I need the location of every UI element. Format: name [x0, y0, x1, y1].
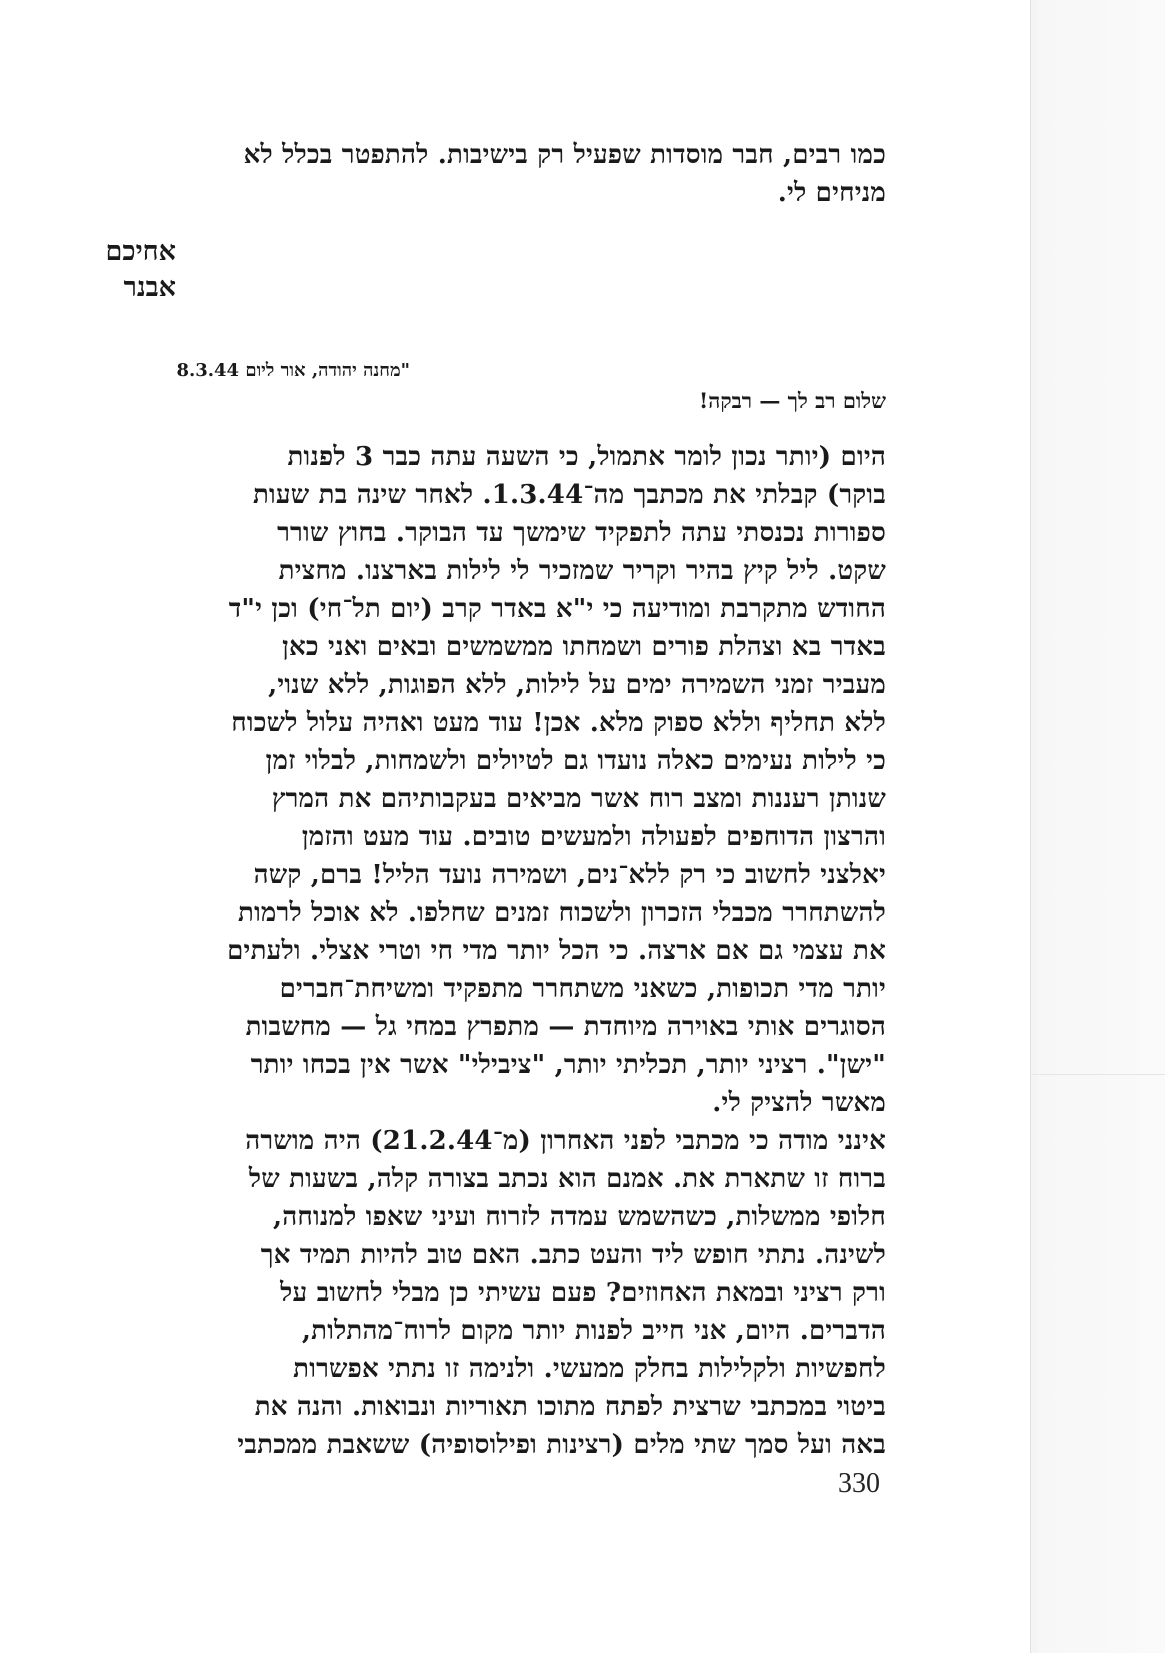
text-line: שנותן רעננות ומצב רוח אשר מביאים בעקבותיהם את המרץ [271, 784, 886, 814]
letter-greeting: שלום רב לך — רבקה! [699, 388, 886, 413]
paragraph-2 [118, 1122, 886, 1464]
signoff-closing: אחיכם [105, 236, 176, 267]
text-line: ורק רציני ובמאת האחוזים? פעם עשיתי כן מבלי לחשוב על [280, 1278, 886, 1308]
text-line: בוקר) קבלתי את מכתבך מה־1.3.44. לאחר שינה בת שעות [252, 480, 886, 510]
text-line: באדר בא וצהלת פורים ושמחתו ממשמשים ובאים ואני כאן [282, 632, 886, 662]
text-line: באה ועל סמך שתי מלים (רצינות ופילוסופיה) ששאבת ממכתבי [237, 1430, 886, 1460]
text-line: אינני מודה כי מכתבי לפני האחרון (מ־21.2.44) היה מושרה [245, 1126, 886, 1156]
text-line: שקט. ליל קיץ בהיר וקריר שמזכיר לי לילות בארצנו. מחצית [278, 556, 886, 586]
text-line: מאשר להציק לי. [712, 1088, 886, 1118]
text-line: החודש מתקרבת ומודיעה כי י"א באדר קרב (יום תל־חי) וכן י"ד [228, 594, 886, 624]
letter-dateline: "מחנה יהודה, אור ליום 8.3.44 [176, 360, 410, 381]
paragraph-1 [118, 438, 886, 1122]
page-number: 330 [838, 1468, 880, 1499]
text-line: היום (יותר נכון לומר אתמול, כי השעה עתה כבר 3 לפנות [287, 442, 886, 472]
text-line: כי לילות נעימים כאלה נועדו גם לטיולים ולשמחות, לבלוי זמן [265, 746, 886, 776]
text-line: ברוח זו שתארת את. אמנם הוא נכתב בצורה קלה, בשעות של [248, 1164, 886, 1194]
text-line: את עצמי גם אם ארצה. כי הכל יותר מדי חי וטרי אצלי. ולעתים [227, 936, 886, 966]
text-line: ביטוי במכתבי שרצית לפתח מתוכו תאוריות ונבואות. והנה את [254, 1392, 886, 1422]
signoff-name: אבנר [123, 272, 176, 303]
page-edge-shadow [1030, 0, 1165, 1653]
text-line: כמו רבים, חבר מוסדות שפעיל רק בישיבות. להתפטר בכלל לא [243, 140, 886, 170]
text-line: מניחים לי. [777, 178, 886, 208]
text-line: "ישן". רציני יותר, תכליתי יותר, "ציבילי" אשר אין בכחו יותר [250, 1050, 886, 1080]
text-line: לחפשיות ולקלילות בחלק ממעשי. ולנימה זו נתתי אפשרות [293, 1354, 886, 1384]
page-edge-divider [1030, 1074, 1165, 1075]
text-line: הסוגרים אותי באוירה מיוחדת — מתפרץ במחי גל — מחשבות [245, 1012, 886, 1042]
text-line: ללא תחליף וללא ספוק מלא. אכן! עוד מעט ואהיה עלול לשכוח [231, 708, 886, 738]
text-line: לשינה. נתתי חופש ליד והעט כתב. האם טוב להיות תמיד אך [260, 1240, 886, 1270]
text-line: ספורות נכנסתי עתה לתפקיד שימשך עד הבוקר. בחוץ שורר [277, 518, 886, 548]
text-line: הדברים. היום, אני חייב לפנות יותר מקום לרוח־מהתלות, [301, 1316, 886, 1346]
text-line: להשתחרר מכבלי הזכרון ולשכוח זמנים שחלפו. לא אוכל לרמות [238, 898, 886, 928]
intro-text [118, 136, 886, 212]
text-line: יאלצני לחשוב כי רק ללא־נים, ושמירה נועד הליל! ברם, קשה [253, 860, 886, 890]
text-line: חלופי ממשלות, כשהשמש עמדה לזרוח ועיני שאפו למנוחה, [272, 1202, 886, 1232]
text-line: יותר מדי תכופות, כשאני משתחרר מתפקיד ומשיחת־חברים [279, 974, 886, 1004]
text-line: והרצון הדוחפים לפעולה ולמעשים טובים. עוד מעט והזמן [301, 822, 886, 852]
text-line: מעביר זמני השמירה ימים על לילות, ללא הפוגות, ללא שנוי, [268, 670, 886, 700]
